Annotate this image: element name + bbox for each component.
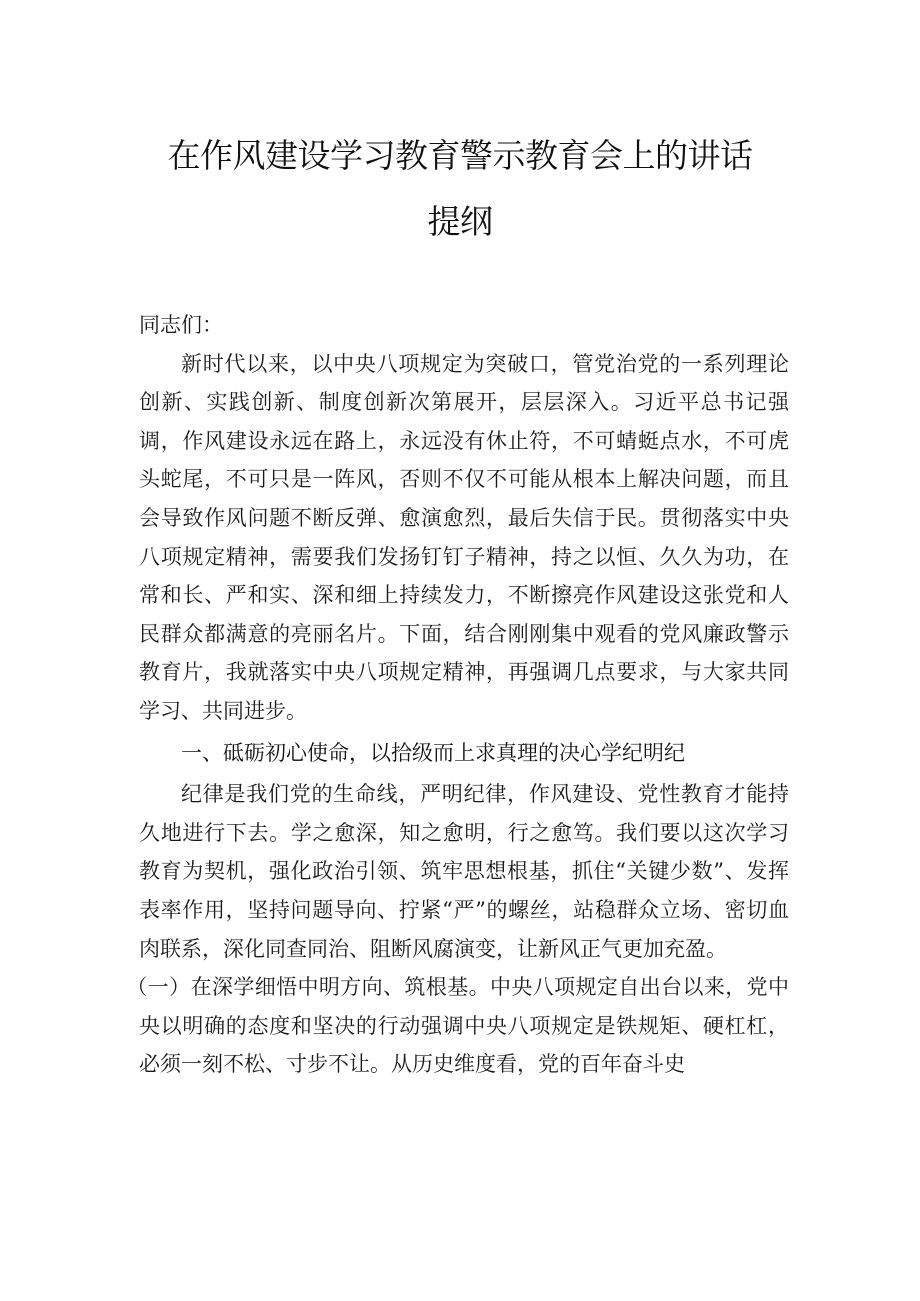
document-body: [126, 306, 789, 1084]
paragraph-subsection-1: （一）在深学细悟中明方向、筑根基。中央八项规定自出台以来，党中央以明确的态度和坚决的行动强调中央八项规定是铁规矩、硬杠杠，必须一刻不松、寸步不让。从历史维度看，党的百年奋斗史: [126, 975, 789, 1077]
section-heading-1: 一、砥砺初心使命，以拾级而上求真理的决心学纪明纪: [181, 740, 685, 765]
salutation: 同志们：: [139, 313, 223, 337]
paragraph-discipline: 纪律是我们党的生命线，严明纪律，作风建设、党性教育才能持久地进行下去。学之愈深，知之愈明，行之愈笃。我们要以这次学习教育为契机，强化政治引领、筑牢思想根基，抓住“关键少数”、发挥表率作用，坚持问题导向、拧紧“严”的螺丝，站稳群众立场、密切血肉联系，深化同查同治、阻断风腐演变，让新风正气更加充盈。: [139, 782, 789, 961]
paragraph-intro: 新时代以来，以中央八项规定为突破口，管党治党的一系列理论创新、实践创新、制度创新次第展开，层层深入。习近平总书记强调，作风建设永远在路上，永远没有休止符，不可蜻蜓点水，不可虎头蛇尾，不可只是一阵风，否则不仅不可能从根本上解决问题，而且会导致作风问题不断反弹、愈演愈烈，最后失信于民。贯彻落实中央八项规定精神，需要我们发扬钉钉子精神，持之以恒、久久为功，在常和长、严和实、深和细上持续发力，不断擦亮作风建设这张党和人民群众都满意的亮丽名片。下面，结合刚刚集中观看的党风廉政警示教育片，我就落实中央八项规定精神，再强调几点要求，与大家共同学习、共同进步。: [139, 351, 789, 723]
document-title-line2: 提纲: [427, 202, 493, 241]
document-title-line1: 在作风建设学习教育警示教育会上的讲话: [167, 136, 753, 175]
